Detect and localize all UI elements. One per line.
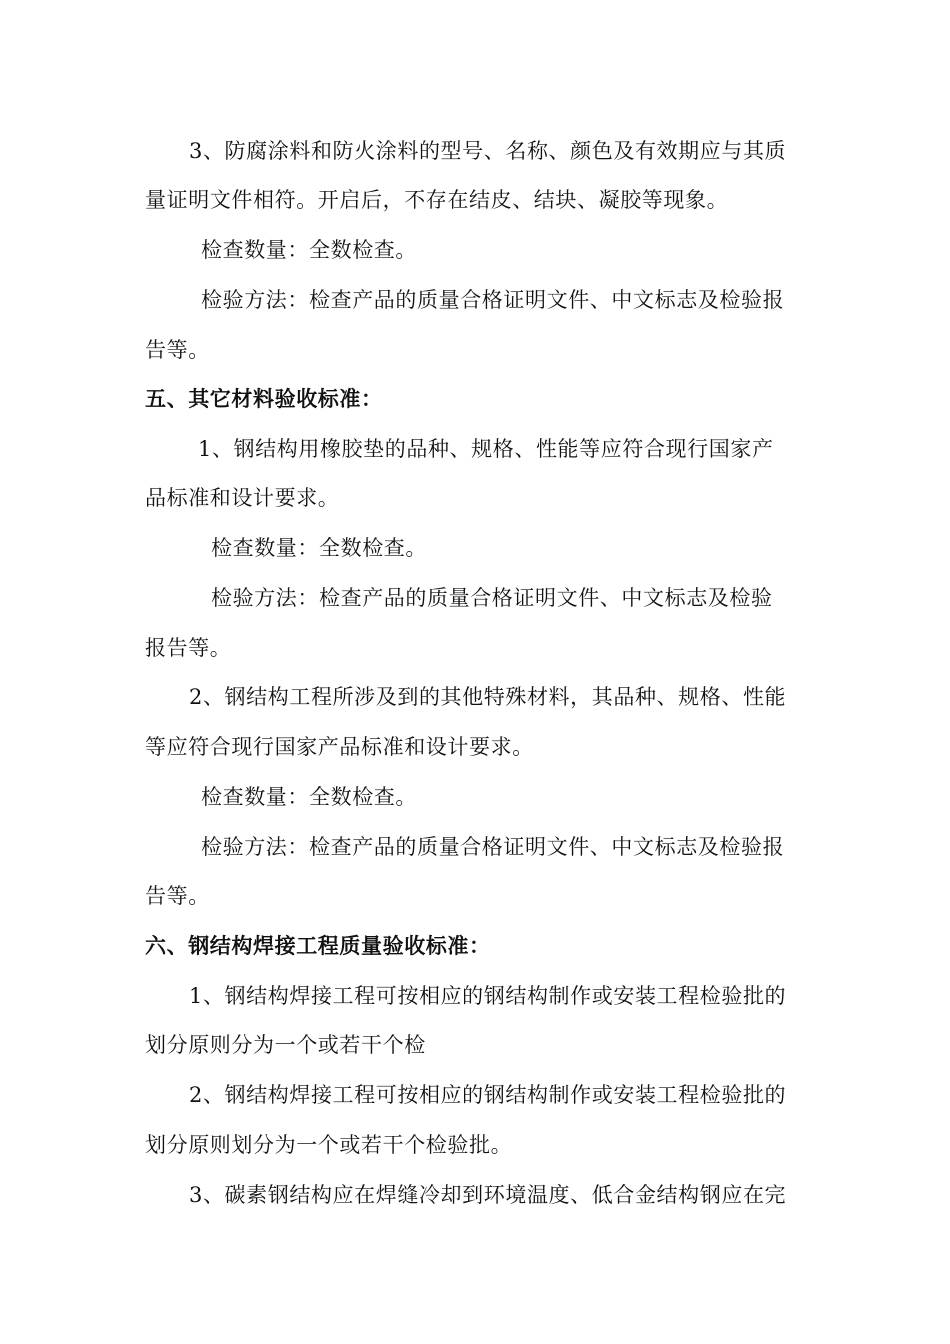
section-heading: 五、其它材料验收标准： xyxy=(145,387,383,411)
paragraph-line: 2、钢结构焊接工程可按相应的钢结构制作或安装工程检验批的 xyxy=(189,1083,787,1107)
paragraph-line: 告等。 xyxy=(145,338,210,362)
paragraph-line: 检验方法：检查产品的质量合格证明文件、中文标志及检验报 xyxy=(201,288,785,312)
paragraph-line: 2、钢结构工程所涉及到的其他特殊材料，其品种、规格、性能 xyxy=(189,685,787,709)
paragraph-line: 检查数量：全数检查。 xyxy=(211,536,427,560)
paragraph-line: 品标准和设计要求。 xyxy=(145,486,340,510)
paragraph-line: 1、钢结构用橡胶垫的品种、规格、性能等应符合现行国家产 xyxy=(198,437,774,461)
paragraph-line: 划分原则分为一个或若干个检 xyxy=(145,1033,426,1057)
paragraph-line: 等应符合现行国家产品标准和设计要求。 xyxy=(145,735,534,759)
paragraph-line: 检查数量：全数检查。 xyxy=(201,785,417,809)
paragraph-line: 3、防腐涂料和防火涂料的型号、名称、颜色及有效期应与其质 xyxy=(189,139,787,163)
paragraph-line: 报告等。 xyxy=(145,636,232,660)
paragraph-line: 告等。 xyxy=(145,884,210,908)
paragraph-line: 划分原则划分为一个或若干个检验批。 xyxy=(145,1133,513,1157)
paragraph-line: 检验方法：检查产品的质量合格证明文件、中文标志及检验 xyxy=(211,586,773,610)
section-heading: 六、钢结构焊接工程质量验收标准： xyxy=(145,934,491,958)
paragraph-line: 量证明文件相符。开启后，不存在结皮、结块、凝胶等现象。 xyxy=(145,188,729,212)
paragraph-line: 检查数量：全数检查。 xyxy=(201,238,417,262)
paragraph-line: 3、碳素钢结构应在焊缝冷却到环境温度、低合金结构钢应在完 xyxy=(189,1183,787,1207)
paragraph-line: 1、钢结构焊接工程可按相应的钢结构制作或安装工程检验批的 xyxy=(189,984,787,1008)
paragraph-line: 检验方法：检查产品的质量合格证明文件、中文标志及检验报 xyxy=(201,835,785,859)
